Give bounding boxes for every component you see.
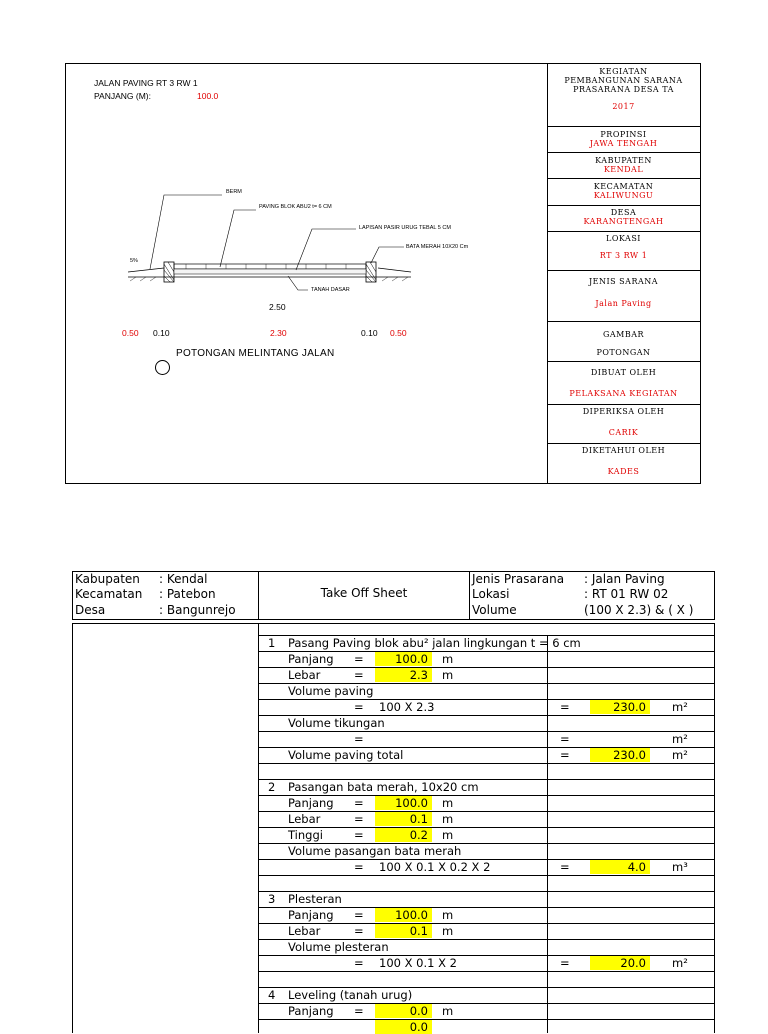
take-off-sheet: Kabupaten : Kendal Kecamatan : Patebon Desa : Bangunrejo Take Off Sheet Jenis Prasarana : Jalan Paving Lokasi : RT 01 RW 02 Volume (100 X 2.3) & ( X ) 1 Pasang Paving blok abu² jalan lingkungan t = 6 cm Panjang = 100.0 m Lebar = 2.3 m Volume paving = 100 X 2.3 = 230.0 m² Volume tikungan = = m² Volume paving total = 230.0 m² 2 Pasangan bata merah, 10x20 cm Panjang = 100.0 m Lebar = 0.1 m Tinggi = 0.2 m Volume pasangan bata merah = 100 X 0.1 X 0.2 X 2 = 4.0 m³ 3 Plesteran Panjang = 100.0 m Lebar = 0.1 m Volume plesteran = 100 X 0.1 X 2 = 20.0 m² 4 Leveling (tanah urug) Panjang = 0.0 m 0.0 bbox=[72, 571, 715, 1031]
tb-gambar: GAMBAR POTONGAN bbox=[547, 322, 700, 362]
s1-panjang-value: 100.0 bbox=[375, 652, 432, 666]
tb-kegiatan: KEGIATAN PEMBANGUNAN SARANA PRASARANA DESA TA 2017 bbox=[547, 64, 700, 127]
tb-jenis-sarana: JENIS SARANA Jalan Paving bbox=[547, 271, 700, 322]
tb-dibuat: DIBUAT OLEH PELAKSANA KEGIATAN bbox=[547, 362, 700, 405]
title-block bbox=[547, 64, 700, 483]
s2-tinggi-value: 0.2 bbox=[375, 828, 432, 842]
panjang-label: PANJANG (M): bbox=[94, 91, 151, 101]
s1-volume-value: 230.0 bbox=[590, 700, 650, 714]
s2-formula: 100 X 0.1 X 0.2 X 2 bbox=[379, 860, 491, 874]
section-title: POTONGAN MELINTANG JALAN bbox=[176, 348, 335, 359]
slope-label: 5% bbox=[130, 258, 138, 264]
tb-diperiksa: DIPERIKSA OLEH CARIK bbox=[547, 405, 700, 444]
s2-volume-value: 4.0 bbox=[590, 860, 650, 874]
header-title: Take Off Sheet bbox=[258, 571, 470, 620]
callout-pasir: LAPISAN PASIR URUG TEBAL 5 CM bbox=[359, 225, 451, 231]
s3-title: Plesteran bbox=[288, 892, 342, 906]
s1-title: Pasang Paving blok abu² jalan lingkungan t = 6 cm bbox=[288, 636, 581, 650]
callout-paving: PAVING BLOK ABU2 t= 6 CM bbox=[259, 204, 332, 210]
s2-title: Pasangan bata merah, 10x20 cm bbox=[288, 780, 479, 794]
s3-number: 3 bbox=[268, 892, 276, 906]
header-prasarana: Jenis Prasarana : Jalan Paving Lokasi : RT 01 RW 02 Volume (100 X 2.3) & ( X ) bbox=[469, 571, 715, 620]
dim-total: 2.50 bbox=[269, 302, 286, 312]
panjang-value: 100.0 bbox=[197, 91, 219, 101]
cross-section-drawing bbox=[66, 64, 548, 483]
road-section-svg bbox=[66, 64, 547, 483]
dim-right-berm: 0.50 bbox=[390, 328, 407, 338]
s1-total-value: 230.0 bbox=[590, 748, 650, 762]
dim-left-berm: 0.50 bbox=[122, 328, 139, 338]
dim-right-bata: 0.10 bbox=[361, 328, 378, 338]
s4-title: Leveling (tanah urug) bbox=[288, 988, 413, 1002]
s3-panjang-value: 100.0 bbox=[375, 908, 432, 922]
s2-lebar-value: 0.1 bbox=[375, 812, 432, 826]
s4-number: 4 bbox=[268, 988, 276, 1002]
s3-volume-value: 20.0 bbox=[590, 956, 650, 970]
s3-lebar-value: 0.1 bbox=[375, 924, 432, 938]
s2-number: 2 bbox=[268, 780, 276, 794]
s3-formula: 100 X 0.1 X 2 bbox=[379, 956, 457, 970]
section-marker bbox=[155, 360, 170, 375]
header-location: Kabupaten : Kendal Kecamatan : Patebon Desa : Bangunrejo bbox=[72, 571, 259, 620]
s4-panjang-value: 0.0 bbox=[375, 1004, 432, 1018]
tb-kecamatan: KECAMATAN KALIWUNGU bbox=[547, 179, 700, 206]
s1-formula: 100 X 2.3 bbox=[379, 700, 435, 714]
drawing-sheet bbox=[65, 63, 701, 484]
callout-tanah: TANAH DASAR bbox=[311, 287, 350, 293]
tb-diketahui: DIKETAHUI OLEH KADES bbox=[581, 446, 666, 476]
s1-number: 1 bbox=[268, 636, 276, 650]
dim-center: 2.30 bbox=[270, 328, 287, 338]
drawing-title: JALAN PAVING RT 3 RW 1 bbox=[94, 78, 198, 88]
s1-lebar-value: 2.3 bbox=[375, 668, 432, 682]
tb-propinsi: PROPINSI JAWA TENGAH bbox=[547, 127, 700, 153]
s2-panjang-value: 100.0 bbox=[375, 796, 432, 810]
dim-left-bata: 0.10 bbox=[153, 328, 170, 338]
tb-kabupaten: KABUPATEN KENDAL bbox=[547, 153, 700, 179]
tb-desa: DESA KARANGTENGAH bbox=[547, 206, 700, 232]
tb-lokasi: LOKASI RT 3 RW 1 bbox=[547, 232, 700, 271]
callout-bata: BATA MERAH 10X20 Cm bbox=[406, 244, 469, 250]
s4-lebar-value: 0.0 bbox=[375, 1020, 432, 1034]
callout-berm: BERM bbox=[226, 189, 242, 195]
